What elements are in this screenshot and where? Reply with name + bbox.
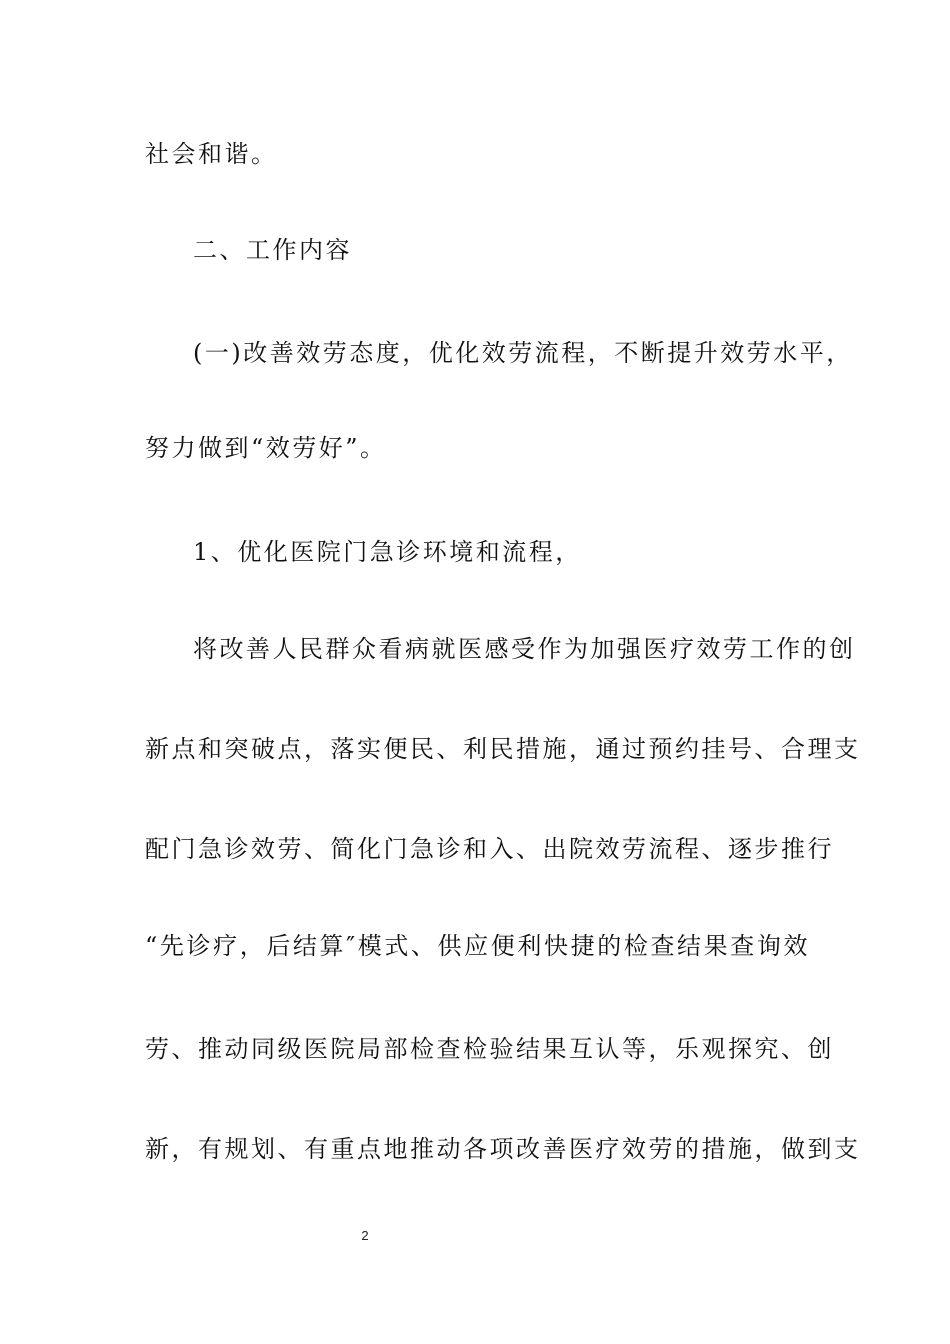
subsection-heading-line-1: (一)改善效劳态度，优化效劳流程，不断提升效劳水平， — [193, 339, 853, 367]
paragraph-line-1: 将改善人民群众看病就医感受作为加强医疗效劳工作的创 — [193, 635, 856, 663]
paragraph-line-4: “先诊疗，后结算″模式、供应便利快捷的检查结果查询效 — [145, 932, 810, 960]
page-number: 2 — [361, 1228, 369, 1243]
paragraph-line-3: 配门急诊效劳、简化门急诊和入、出院效劳流程、逐步推行 — [145, 835, 834, 863]
item-heading: 1、优化医院门急诊环境和流程， — [193, 538, 582, 566]
paragraph-line-2: 新点和突破点，落实便民、利民措施，通过预约挂号、合理支 — [145, 735, 861, 763]
paragraph-line-5: 劳、推动同级医院局部检查检验结果互认等，乐观探究、创 — [145, 1035, 834, 1063]
subsection-heading-line-2: 努力做到“效劳好”。 — [145, 434, 387, 462]
paragraph-line-6: 新，有规划、有重点地推动各项改善医疗效劳的措施，做到支 — [145, 1135, 861, 1163]
section-heading: 二、工作内容 — [193, 236, 352, 264]
text-line-1: 社会和谐。 — [145, 140, 278, 168]
